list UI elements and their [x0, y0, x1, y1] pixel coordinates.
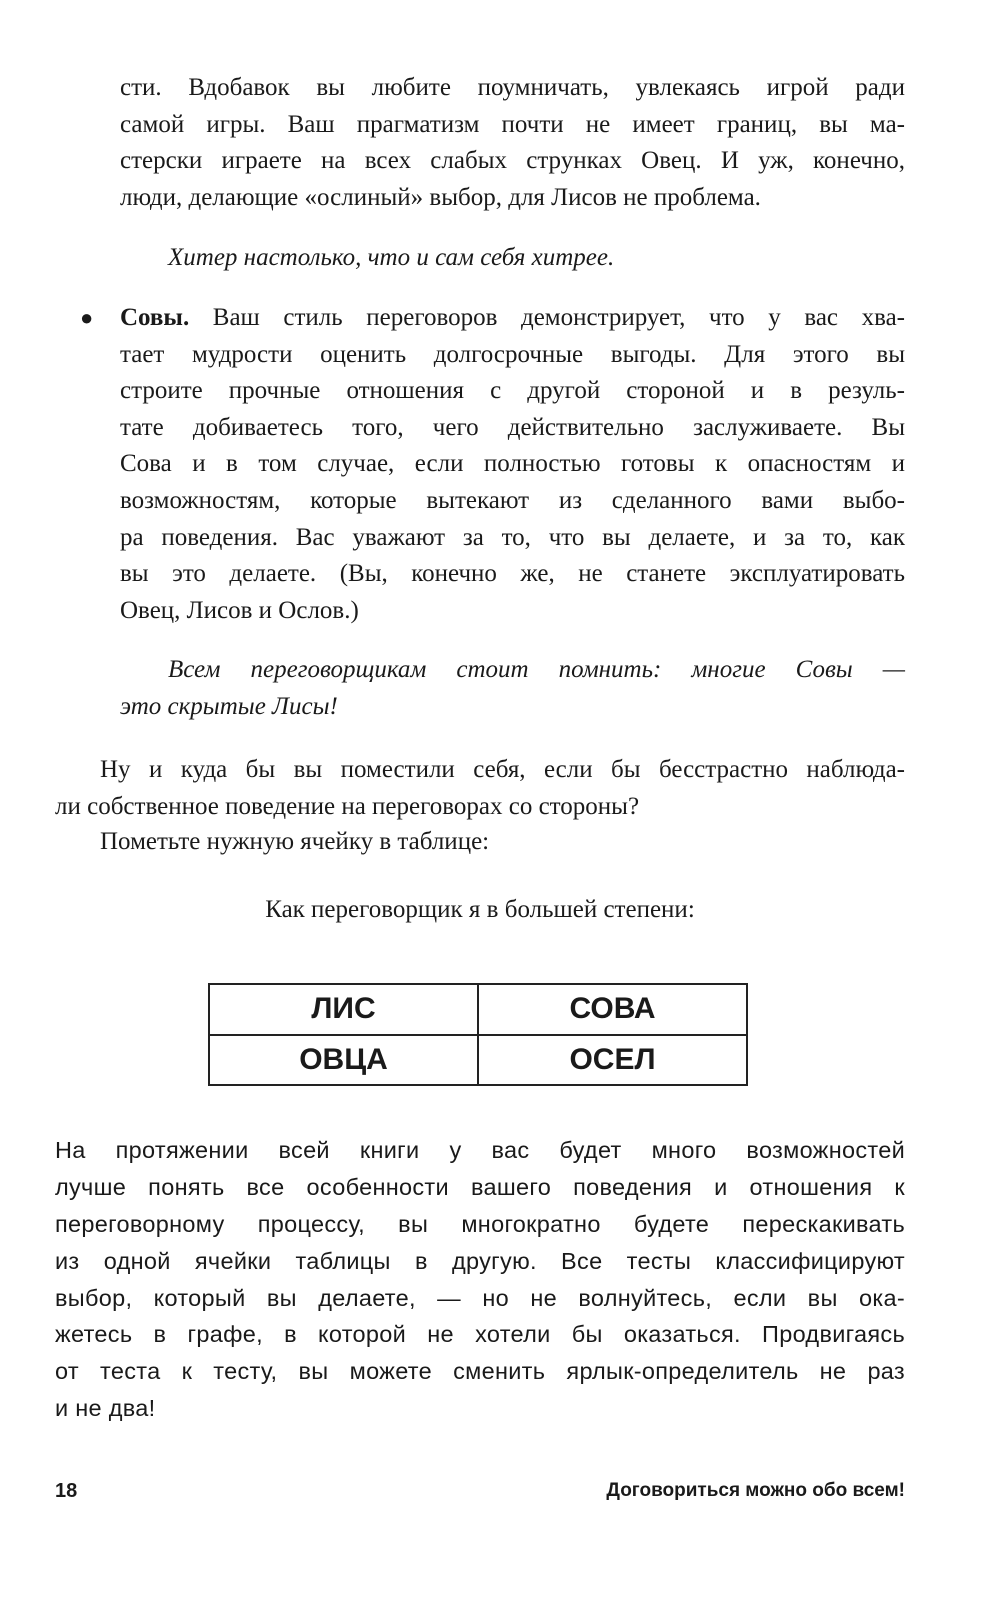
table-row [209, 1035, 747, 1086]
cell-fox[interactable]: ЛИС [209, 984, 478, 1035]
quote-foxes [168, 240, 905, 277]
running-title: Договориться можно обо всем! [606, 1480, 905, 1501]
text-line: люди, делающие «ослиный» выбор, для Лисов не проблема. [120, 183, 761, 211]
text-line: от теста к тесту, вы можете сменить ярлык-определитель не раз [55, 1358, 905, 1385]
text-line: Овец, Лисов и Ослов.) [120, 596, 359, 624]
table-row [209, 984, 747, 1035]
text-line: Хитер настолько, что и сам себя хитрее. [168, 244, 615, 271]
text-line: тате добиваетесь того, чего действительно заслуживаете. Вы [120, 413, 905, 441]
paragraph-closing [55, 1132, 905, 1427]
cell-owl[interactable]: СОВА [478, 984, 747, 1035]
table-caption: Как переговорщик я в большей степени: [265, 896, 695, 923]
text-span: Ваш стиль переговоров демонстрирует, что у вас хва- [189, 304, 905, 331]
text-line: жетесь в графе, в которой не хотели бы оказаться. Продвигаясь [55, 1321, 905, 1348]
term-owls: Совы. [120, 304, 190, 331]
text-line [120, 300, 905, 337]
text-line: переговорному процессу, вы многократно будете перескакивать [55, 1210, 905, 1237]
text-line: строите прочные отношения с другой стороной и в резуль- [120, 377, 905, 405]
text-line: лучше понять все особенности вашего поведения и отношения к [55, 1173, 905, 1200]
text-line: возможностям, которые вытекают из сделанного вами выбо- [120, 486, 905, 514]
text-line: ли собственное поведение на переговорах со стороны? [55, 792, 640, 820]
bullet-icon: ● [80, 305, 94, 330]
quote-owls [120, 652, 905, 725]
text-line: это скрытые Лисы! [120, 692, 338, 720]
text-line: стерски играете на всех слабых струнках Овец. И уж, конечно, [120, 147, 905, 175]
text-line: ра поведения. Вас уважают за то, что вы делаете, и за то, как [120, 523, 905, 551]
page-number: 18 [55, 1480, 78, 1502]
text-line: из одной ячейки таблицы в другую. Все тесты классифицируют [55, 1247, 905, 1274]
text-line: и не два! [55, 1395, 156, 1422]
paragraph-foxes-end [120, 70, 905, 216]
cell-donkey[interactable]: ОСЕЛ [478, 1035, 747, 1086]
text-line: Пометьте нужную ячейку в таблице: [100, 828, 490, 855]
text-line: На протяжении всей книги у вас будет много возможностей [55, 1137, 905, 1163]
cell-sheep[interactable]: ОВЦА [209, 1035, 478, 1086]
text-line: Сова и в том случае, если полностью готовы к опасностям и [120, 450, 905, 478]
text-line: сти. Вдобавок вы любите поумничать, увлекаясь игрой ради [120, 74, 905, 101]
text-line: тает мудрости оценить долгосрочные выгоды. Для этого вы [120, 340, 905, 368]
text-line: самой игры. Ваш прагматизм почти не имеет границ, вы ма- [120, 110, 905, 138]
page-footer [55, 1480, 905, 1510]
text-line: выбор, который вы делаете, — но не волнуйтесь, если вы ока- [55, 1284, 905, 1311]
paragraph-question [55, 752, 905, 825]
text-line: Всем переговорщикам стоит помнить: многие Совы — [168, 656, 905, 683]
text-line: Ну и куда бы вы поместили себя, если бы бесстрастно наблюда- [100, 756, 905, 783]
paragraph-owls [120, 300, 905, 629]
text-line: вы это делаете. (Вы, конечно же, не станете эксплуатировать [120, 560, 905, 588]
paragraph-instruction [100, 824, 905, 861]
negotiator-type-table [208, 983, 748, 1086]
